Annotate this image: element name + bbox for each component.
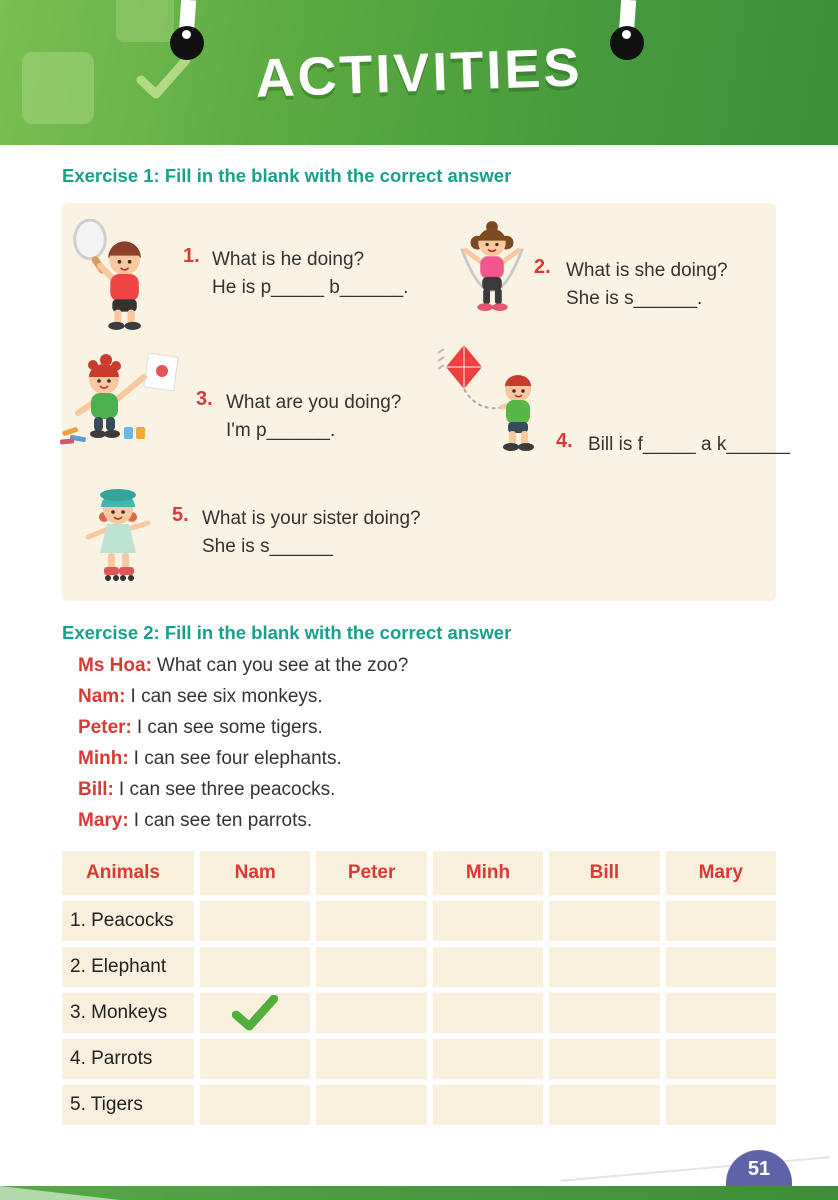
row-label: 3. Monkeys (62, 993, 194, 1033)
bottom-bar (0, 1186, 838, 1200)
decor-check-icon (136, 56, 192, 100)
kid-painting-illustration-icon (58, 349, 188, 449)
answer-cell[interactable] (316, 993, 426, 1033)
speaker-name: Nam: (78, 686, 126, 707)
question-number: 4. (556, 430, 573, 452)
row-label: 4. Parrots (62, 1039, 194, 1079)
girl-roller-skating-illustration-icon (70, 474, 170, 588)
answer-cell[interactable] (433, 1039, 543, 1079)
row-label: 1. Peacocks (62, 901, 194, 941)
answer-cell[interactable] (200, 1039, 310, 1079)
table-row (62, 1085, 776, 1125)
question-text: What is she doing? She is s______. (566, 260, 728, 309)
answer-cell[interactable] (549, 1085, 659, 1125)
table-row (62, 901, 776, 941)
decor-square (116, 0, 174, 42)
exercise1-heading: Exercise 1: Fill in the blank with the correct answer (62, 165, 512, 186)
question-number: 5. (172, 504, 189, 526)
answer-cell[interactable] (316, 901, 426, 941)
page-number: 51 (747, 1158, 771, 1180)
answer-cell[interactable] (549, 1039, 659, 1079)
dialogue-text: I can see four elephants. (133, 748, 342, 769)
speaker-name: Ms Hoa: (78, 655, 152, 676)
answer-check-icon (232, 995, 278, 1031)
girl-skipping-rope-illustration-icon (448, 214, 536, 324)
answer-cell[interactable] (549, 947, 659, 987)
column-header-minh: Minh (433, 851, 543, 895)
answer-cell[interactable] (200, 993, 310, 1033)
zoo-answer-table (62, 851, 776, 1131)
binder-ring-left-icon (170, 26, 204, 60)
boy-flying-kite-illustration-icon (436, 341, 561, 459)
speaker-name: Mary: (78, 810, 129, 831)
column-header-mary: Mary (666, 851, 776, 895)
answer-cell[interactable] (433, 901, 543, 941)
dialogue-line (78, 748, 718, 769)
answer-cell[interactable] (200, 947, 310, 987)
column-header-bill: Bill (549, 851, 659, 895)
question-text: What is your sister doing? She is s______ (202, 508, 421, 557)
answer-cell[interactable] (316, 1039, 426, 1079)
answer-cell[interactable] (316, 1085, 426, 1125)
column-header-nam: Nam (200, 851, 310, 895)
answer-cell[interactable] (666, 993, 776, 1033)
table-row (62, 993, 776, 1033)
answer-cell[interactable] (433, 947, 543, 987)
dialogue-text: I can see ten parrots. (133, 810, 313, 831)
page-title: ACTIVITIES (254, 37, 584, 109)
answer-cell[interactable] (666, 1085, 776, 1125)
answer-cell[interactable] (316, 947, 426, 987)
answer-cell[interactable] (549, 901, 659, 941)
table-row (62, 1039, 776, 1079)
answer-cell[interactable] (433, 993, 543, 1033)
answer-cell[interactable] (433, 1085, 543, 1125)
answer-cell[interactable] (200, 901, 310, 941)
table-header-row (62, 851, 776, 895)
column-header-peter: Peter (316, 851, 426, 895)
speaker-name: Peter: (78, 717, 132, 738)
dialogue-line (78, 717, 718, 738)
question-text: What is he doing? He is p_____ b______. (212, 249, 409, 298)
answer-cell[interactable] (200, 1085, 310, 1125)
table-row (62, 947, 776, 987)
answer-cell[interactable] (549, 993, 659, 1033)
exercise2-heading: Exercise 2: Fill in the blank with the correct answer (62, 622, 512, 643)
dialogue-text: I can see six monkeys. (130, 686, 323, 707)
answer-cell[interactable] (666, 1039, 776, 1079)
row-label: 2. Elephant (62, 947, 194, 987)
answer-cell[interactable] (666, 901, 776, 941)
question-text: Bill is f_____ a k______ (588, 434, 790, 455)
speaker-name: Bill: (78, 779, 114, 800)
page-header (0, 0, 838, 145)
column-header-animals: Animals (62, 851, 194, 895)
row-label: 5. Tigers (62, 1085, 194, 1125)
dialogue-text: What can you see at the zoo? (156, 655, 409, 676)
question-number: 3. (196, 388, 213, 410)
dialogue-line (78, 655, 718, 676)
question-text: What are you doing? I'm p______. (226, 392, 402, 441)
dialogue-line (78, 686, 718, 707)
decor-square (22, 52, 94, 124)
dialogue-block (78, 655, 718, 841)
question-number: 1. (183, 245, 200, 267)
dialogue-text: I can see some tigers. (136, 717, 323, 738)
question-number: 2. (534, 256, 551, 278)
page-number-badge (726, 1150, 792, 1186)
binder-ring-right-icon (610, 26, 644, 60)
speaker-name: Minh: (78, 748, 129, 769)
answer-cell[interactable] (666, 947, 776, 987)
dialogue-line (78, 779, 718, 800)
boy-badminton-illustration-icon (64, 219, 179, 331)
dialogue-text: I can see three peacocks. (118, 779, 336, 800)
dialogue-line (78, 810, 718, 831)
